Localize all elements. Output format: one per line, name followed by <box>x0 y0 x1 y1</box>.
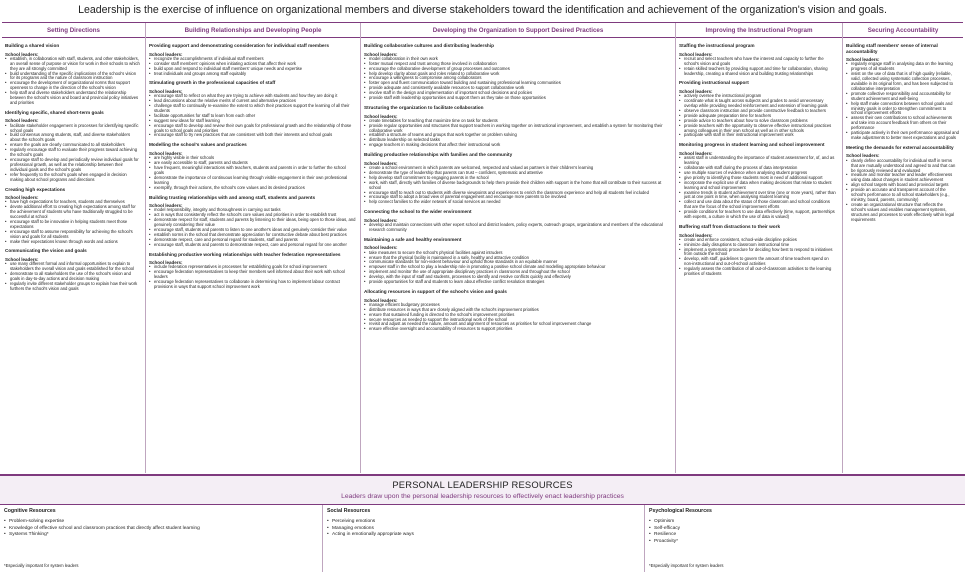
list-item: • encourage federation representatives to keep their members well informed about their work with school leaders <box>149 270 356 280</box>
section-label: School leaders: <box>5 118 39 124</box>
plr-subtitle: Leaders draw upon the personal leadership resources to effectively enact leadership practices <box>341 493 624 500</box>
list-item: • build upon and respond to individual staff members' unique needs and expertise <box>149 67 356 72</box>
section-label: School leaders: <box>679 150 713 156</box>
list-item: • are easily accessible to staff, parents and students <box>149 161 356 166</box>
resource-item: • Perceiving emotions <box>327 519 640 526</box>
section-list <box>364 303 671 332</box>
list-item: • encourage federation representatives to collaborate in determining how to implement labour contract provisions in ways that support school improvement work <box>149 280 356 290</box>
section-list <box>364 57 671 101</box>
list-item: • insist on the use of data that is of high quality (reliable, valid, collected using systematic collection processes, available in its original form, and has been subjected to collaborative interpretation <box>846 72 959 92</box>
section-label: School leaders: <box>846 57 880 63</box>
list-item: • implement a systematic procedure for deciding how best to respond to initiatives from outside the school <box>679 248 838 258</box>
section-title: Building staff members' sense of internal accountability <box>846 43 938 54</box>
resource-note: *Especially important for system leaders <box>4 563 79 568</box>
list-item: • help develop clarity about goals and roles related to collaborative work <box>364 72 671 77</box>
list-item: • encourage staff to develop and review their own goals for professional growth and the relationship of those goals to school goals and priorities <box>149 124 356 134</box>
section-title: Stimulating growth in the professional capacities of staff <box>149 80 276 86</box>
column-body <box>146 38 360 290</box>
plr-title: PERSONAL LEADERSHIP RESOURCES <box>392 479 573 490</box>
section-list <box>364 251 671 285</box>
resource-list <box>327 519 640 539</box>
section-label: School leaders: <box>149 260 183 266</box>
section-label: School leaders: <box>364 160 398 166</box>
list-item: • demonstrate respect for staff, students and parents by listening to their ideas, being open to those ideas, and genuinely considering their value <box>149 218 356 228</box>
list-item: • lead discussions about the relative merits of current and alternative practices <box>149 99 356 104</box>
list-item: • participate actively in their own performance appraisal and make adjustments to better meet expectations and goals <box>846 131 959 141</box>
list-item: • provide an accurate and transparent account of the school's performance to all school stakeholders (e.g., ministry, board, parents, community) <box>846 188 959 203</box>
list-item: • ensure effective oversight and accountability of resources to support priorities <box>364 327 671 332</box>
list-item: • use multiple sources of evidence when analysing student progress <box>679 171 838 176</box>
resource-note: *Especially important for system leaders <box>649 563 724 568</box>
list-item: • build understanding of the specific implications of the school's vision for its programs and the nature of classroom instruction <box>5 72 141 82</box>
section-title: Providing support and demonstrating consideration for individual staff members <box>149 43 329 48</box>
list-item: • empower staff in the school to play a leadership role in promoting a positive school climate and modelling appropriate behaviour <box>364 265 671 270</box>
list-item: • model collaboration in their own work <box>364 57 671 62</box>
list-item: • help develop staff commitment to engaging parents in the school <box>364 176 671 181</box>
list-item: • demonstrate to all stakeholders the use of the school's vision and goals in day-to-day actions and decision making <box>5 272 141 282</box>
section-title: Maintaining a safe and healthy environment <box>364 236 462 242</box>
list-item: • foster open and fluent communication toward building and sustaining professional learning communities <box>364 81 671 86</box>
resource-social <box>323 505 644 572</box>
column-heading: Developing the Organization to Support Desired Practices <box>361 23 675 38</box>
section-list <box>5 262 141 291</box>
list-item: • implement and monitor the use of appropriate disciplinary practices in classrooms and throughout the school <box>364 270 671 275</box>
resource-item: • Acting in emotionally appropriate ways <box>327 532 640 539</box>
list-item: • help connect families to the wider network of social services as needed <box>364 200 671 205</box>
list-item: • regularly invite different stakeholder groups to explain how their work furthers the school's vision and goals <box>5 282 141 292</box>
section-list <box>679 238 838 277</box>
list-item: • distribute resources in ways that are closely aligned with the school's improvement priorities <box>364 308 671 313</box>
section-title: Building trusting relationships with and among staff, students and parents <box>149 194 316 200</box>
section-label: School leaders: <box>364 245 398 251</box>
list-item: • demonstrate the importance of continuous learning through visible engagement in their own professional learning <box>149 176 356 186</box>
list-item: • assess their own contributions to school achievements and take into account feedback from others on their performance <box>846 116 959 131</box>
resource-item: • Proactivity* <box>649 539 961 546</box>
list-item: • facilitate opportunities for staff to learn from each other <box>149 114 356 119</box>
list-item: • encourage staff to reach out to students with diverse viewpoints and experiences to enrich the classroom experience and help all students feel included <box>364 191 671 196</box>
list-item: • collaborate with staff during the process of data interpretation <box>679 166 838 171</box>
list-item: • encourage staff to try new practices that are consistent with both their interests and school goals <box>149 133 356 138</box>
column-heading: Securing Accountability <box>843 23 963 38</box>
resource-title: Social Resources <box>327 508 371 514</box>
section-title: Meeting the demands for external accountability <box>846 144 954 150</box>
list-item: • encourage a willingness to compromise among collaborators <box>364 76 671 81</box>
list-item: • create timetables for teaching that maximize time on task for students <box>364 119 671 124</box>
section-title: Identifying specific, shared short-term goals <box>5 109 104 115</box>
section-title: Providing instructional support <box>679 80 749 86</box>
list-item: • encourage staff, students and parents to demonstrate respect, care and personal regard for one another <box>149 243 356 248</box>
section-label: School leaders: <box>149 51 183 57</box>
list-item: • consider staff members' opinions when initiating actions that affect their work <box>149 62 356 67</box>
column-heading: Setting Directions <box>2 23 145 38</box>
list-item: • establish, in collaboration with staff, students, and other stakeholders, an overall sense of purpose or vision for work in their schools to which they are all strongly committed <box>5 57 141 72</box>
resource-title: Psychological Resources <box>649 508 712 514</box>
list-item: • provide regular opportunities and structures that support teachers in working together on instructional improvement, and establish a system for monitoring their collaborative work <box>364 124 671 134</box>
list-item: • encourage staff to assume responsibility for achieving the school's vision and goals for all students <box>5 230 141 240</box>
list-item: • encourage staff to develop and periodically review individual goals for professional growth, as well as the relationship between their individual goals and the school's goals <box>5 158 141 173</box>
list-item: • model responsibility, integrity and thoroughness in carrying out tasks <box>149 208 356 213</box>
list-item: • help staff and diverse stakeholders understand the relationship between the school's vision and board and provincial policy initiatives and priorities <box>5 91 141 106</box>
section-title: Establishing productive working relationships with teacher federation representatives <box>149 251 341 257</box>
section-label: School leaders: <box>149 150 183 156</box>
resource-item: • Problem-solving expertise <box>4 519 318 526</box>
list-item: • provide teachers with the opportunity to observe effective instructional practices among colleagues in their own school as well as in other schools <box>679 124 838 134</box>
list-item: • build consensus among students, staff, and diverse stakeholders about the school's goals <box>5 133 141 143</box>
list-item: • manage efficient budgetary processes <box>364 303 671 308</box>
list-item: • challenge staff to continually re-examine the extent to which their practices support the learning of all their students <box>149 104 356 114</box>
list-item: • demonstrate the type of leadership that parents can trust – confident, systematic and attentive <box>364 171 671 176</box>
list-item: • encourage the collaborative development of group processes and outcomes <box>364 67 671 72</box>
list-item: • create and enforce consistent, school-wide discipline policies <box>679 238 838 243</box>
list-item: • are highly visible in their schools <box>149 156 356 161</box>
section-label: School leaders: <box>846 153 880 159</box>
list-item: • take measures to secure the school's physical facilities against intruders <box>364 251 671 256</box>
list-item: • provide advice to teachers about how to solve classroom problems <box>679 119 838 124</box>
list-item: • ensure that sustained funding is directed to the school's improvement priorities <box>364 313 671 318</box>
list-item: • recognize the accomplishments of individual staff members <box>149 57 356 62</box>
list-item: • coordinate what is taught across subjects and grades to avoid unnecessary overlap while providing needed reinforcement and extension of learning goals <box>679 99 838 109</box>
list-item: • foster mutual respect and trust among those involved in collaboration <box>364 62 671 67</box>
list-item: • create a school environment in which parents are welcomed, respected and valued as partners in their children's learning <box>364 166 671 171</box>
list-item: • exemplify, through their actions, the school's core values and its desired practices <box>149 186 356 191</box>
resource-title: Cognitive Resources <box>4 508 56 514</box>
section-list <box>149 156 356 190</box>
section-label: School leaders: <box>679 232 713 238</box>
section-label: School leaders: <box>364 297 398 303</box>
list-item: • regularly assess the contribution of all out-of-classroom activities to the learning priorities of students <box>679 267 838 277</box>
list-item: • facilitate stakeholder engagement in processes for identifying specific school goals <box>5 124 141 134</box>
list-item: • secure resources as needed to support the instructional work of the school <box>364 318 671 323</box>
column-body <box>843 38 963 222</box>
list-item: • provide staff with leadership opportunities and support them as they take on those opportunities <box>364 96 671 101</box>
list-item: • have high expectations for teachers, students and themselves <box>5 200 141 205</box>
section-label: School leaders: <box>149 89 183 95</box>
list-item: • treat individuals and groups among staff equitably <box>149 72 356 77</box>
column-3 <box>676 23 843 473</box>
section-list <box>149 57 356 77</box>
resource-item: • Resilience <box>649 532 961 539</box>
page-title: Leadership is the exercise of influence on organizational members and diverse stakeholders toward the identification and achievement of the organization's vision and goals. <box>78 4 887 16</box>
list-item: • regularly engage staff in analysing data on the learning progress of all students <box>846 62 959 72</box>
list-item: • encourage the development of organizational norms that support openness to change in the direction of the school's vision <box>5 81 141 91</box>
list-item: • develop, with staff, guidelines to govern the amount of time teachers spend on non-instructional and out-of-school activities <box>679 257 838 267</box>
section-title: Allocating resources in support of the school's vision and goals <box>364 288 507 294</box>
list-item: • devote additional effort to creating high expectations among staff for the achievement of students who have traditionally struggled to be successful at school <box>5 205 141 220</box>
list-item: • develop and maintain connections with other expert school and district leaders, policy experts, outreach groups, organizations and members of the educational research community <box>364 223 671 233</box>
list-item: • engage teachers in making decisions that affect their instructional work <box>364 143 671 148</box>
list-item: • communicate standards for non-violent behaviour and uphold those standards in an equitable manner <box>364 260 671 265</box>
section-label: School leaders: <box>5 195 39 201</box>
section-title: Creating high expectations <box>5 186 66 192</box>
list-item: • have frequent, meaningful interactions with teachers, students and parents in order to further the school goals <box>149 166 356 176</box>
list-item: • participate with staff in their instructional improvement work <box>679 133 838 138</box>
resource-list <box>649 519 961 545</box>
section-list <box>364 119 671 148</box>
list-item: • minimize daily disruptions to classroom instructional time <box>679 243 838 248</box>
list-item: • ensure that the physical facility is maintained in a safe, healthy and attractive condition <box>364 256 671 261</box>
list-item: • observe classroom instruction and provide constructive feedback to teachers <box>679 109 838 114</box>
section-list <box>5 57 141 106</box>
section-label: School leaders: <box>364 113 398 119</box>
list-item: • establish norms in the school that demonstrate appreciation for constructive debate about best practices <box>149 233 356 238</box>
list-item: • establish a structure of teams and groups that work together on problem solving <box>364 133 671 138</box>
resource-list <box>4 519 318 539</box>
section-label: School leaders: <box>364 217 398 223</box>
section-title: Communicating the vision and goals <box>5 248 87 254</box>
list-item: • recruit and select teachers who have the interest and capacity to further the school's vision and goals <box>679 57 838 67</box>
section-list <box>679 57 838 77</box>
section-list <box>149 94 356 138</box>
section-list <box>679 156 838 220</box>
section-list <box>364 223 671 233</box>
list-item: • make their expectations known through words and actions <box>5 240 141 245</box>
list-item: • clearly define accountability for individual staff in terms that are mutually understood and agreed to and that can be rigorously reviewed and evaluated <box>846 159 959 174</box>
list-item: • help staff make connections between school goals and ministry goals in order to strengthen commitment to school improvement efforts <box>846 102 959 117</box>
section-list <box>846 62 959 141</box>
section-list <box>149 208 356 247</box>
section-label: School leaders: <box>5 51 39 57</box>
section-title: Staffing the instructional program <box>679 43 755 48</box>
list-item: • examine trends in student achievement over time (one or more years), rather than just at one point in time, when analysing student learning <box>679 191 838 201</box>
resource-item: • Self-efficacy <box>649 526 961 533</box>
column-1 <box>146 23 361 473</box>
section-list <box>5 124 141 183</box>
resource-psychological <box>645 505 965 572</box>
list-item: • create an organizational structure that reflects the school's values and enables management systems, structures and processes to work effectively within legal requirements <box>846 203 959 223</box>
list-item: • encourage staff to adopt a broad view of parental engagement and encourage more parents to be involved <box>364 195 671 200</box>
list-item: • provide opportunities for staff and students to learn about effective conflict resolution strategies <box>364 280 671 285</box>
section-list <box>679 94 838 138</box>
section-list <box>846 159 959 223</box>
personal-leadership-resources <box>0 474 965 572</box>
section-list <box>5 200 141 244</box>
list-item: • provide adequate and consistently available resources to support collaborative work <box>364 86 671 91</box>
section-title: Building a shared vision <box>5 43 60 48</box>
list-item: • use many different formal and informal opportunities to explain to stakeholders the overall vision and goals established for the school <box>5 262 141 272</box>
list-item: • act in ways that consistently reflect the school's core values and priorities in order to establish trust <box>149 213 356 218</box>
list-item: • retain skilled teachers by providing support and time for collaboration, sharing leadership, creating a shared vision and building trusting relationships <box>679 67 838 77</box>
plr-banner <box>0 474 965 505</box>
list-item: • encourage staff to reflect on what they are trying to achieve with students and how they are doing it <box>149 94 356 99</box>
section-title: Connecting the school to the wider environment <box>364 209 472 215</box>
list-item: • assist staff in understanding the importance of student assessment for, of, and as learning <box>679 156 838 166</box>
list-item: • provide adequate preparation time for teachers <box>679 114 838 119</box>
section-title: Building collaborative cultures and distributing leadership <box>364 43 494 48</box>
list-item: • promote collective responsibility and accountability for student achievement and well-being <box>846 92 959 102</box>
section-list <box>364 166 671 205</box>
list-item: • encourage staff to be innovative in helping students meet those expectations <box>5 220 141 230</box>
leadership-framework <box>2 22 963 474</box>
column-body <box>361 38 675 332</box>
column-4 <box>843 23 963 473</box>
column-body <box>676 38 842 277</box>
list-item: • provide conditions for teachers to use data effectively (time, support, partnerships with experts, a culture in which the use of data is valued) <box>679 210 838 220</box>
section-list <box>149 265 356 290</box>
list-item: • develop, with the input of staff and students, processes to identify and resolve conflicts quickly and effectively <box>364 275 671 280</box>
section-title: Monitoring progress in student learning and school improvement <box>679 142 825 148</box>
list-item: • demonstrate respect, care and personal regard for students, staff and parents <box>149 238 356 243</box>
column-2 <box>361 23 676 473</box>
resource-item: • Knowledge of effective school and classroom practices that directly affect student learning <box>4 526 318 533</box>
section-label: School leaders: <box>5 257 39 263</box>
column-heading: Improving the Instructional Program <box>676 23 842 38</box>
list-item: • include federation representatives in processes for establishing goals for school improvement <box>149 265 356 270</box>
list-item: • work, with staff, directly with families of diverse backgrounds to help them provide their children with support in the home that will contribute to their success at school <box>364 181 671 191</box>
section-title: Building productive relationships with families and the community <box>364 152 513 158</box>
section-label: School leaders: <box>679 51 713 57</box>
list-item: • distribute leadership on selected tasks <box>364 138 671 143</box>
list-item: • regularly encourage staff to evaluate their progress toward achieving the school's goals <box>5 148 141 158</box>
list-item: • actively oversee the instructional program <box>679 94 838 99</box>
resource-item: • Managing emotions <box>327 526 640 533</box>
resource-cognitive <box>0 505 322 572</box>
list-item: • measure and monitor teacher and leader effectiveness using data about changes in student achievement <box>846 173 959 183</box>
list-item: • incorporate the explicit use of data when making decisions that relate to student learning and school improvement <box>679 181 838 191</box>
section-title: Modelling the school's values and practices <box>149 142 247 148</box>
column-heading: Building Relationships and Developing People <box>146 23 360 38</box>
resource-item: • Systems Thinking* <box>4 532 318 539</box>
resource-item: • Optimism <box>649 519 961 526</box>
section-title: Structuring the organization to facilitate collaboration <box>364 104 484 110</box>
list-item: • align school targets with board and provincial targets <box>846 183 959 188</box>
list-item: • revisit and adjust as needed the nature, amount and alignment of resources as priorities for school improvement change <box>364 322 671 327</box>
list-item: • suggest new ideas for staff learning <box>149 119 356 124</box>
section-title: Buffering staff from distractions to their work <box>679 223 781 229</box>
list-item: • refer frequently to the school's goals when engaged in decision making about school programs and directions <box>5 173 141 183</box>
list-item: • involve staff in the design and implementation of important school decisions and policies <box>364 91 671 96</box>
column-0 <box>2 23 146 473</box>
section-label: School leaders: <box>679 89 713 95</box>
section-label: School leaders: <box>364 51 398 57</box>
list-item: • ensure the goals are clearly communicated to all stakeholders <box>5 143 141 148</box>
list-item: • encourage staff, students and parents to listen to one another's ideas and genuinely consider their value <box>149 228 356 233</box>
column-body <box>2 38 145 292</box>
list-item: • collect and use data about the status of those classroom and school conditions that are the focus of the school improvement efforts <box>679 200 838 210</box>
list-item: • give priority to identifying those students most in need of additional support <box>679 176 838 181</box>
section-label: School leaders: <box>149 203 183 209</box>
